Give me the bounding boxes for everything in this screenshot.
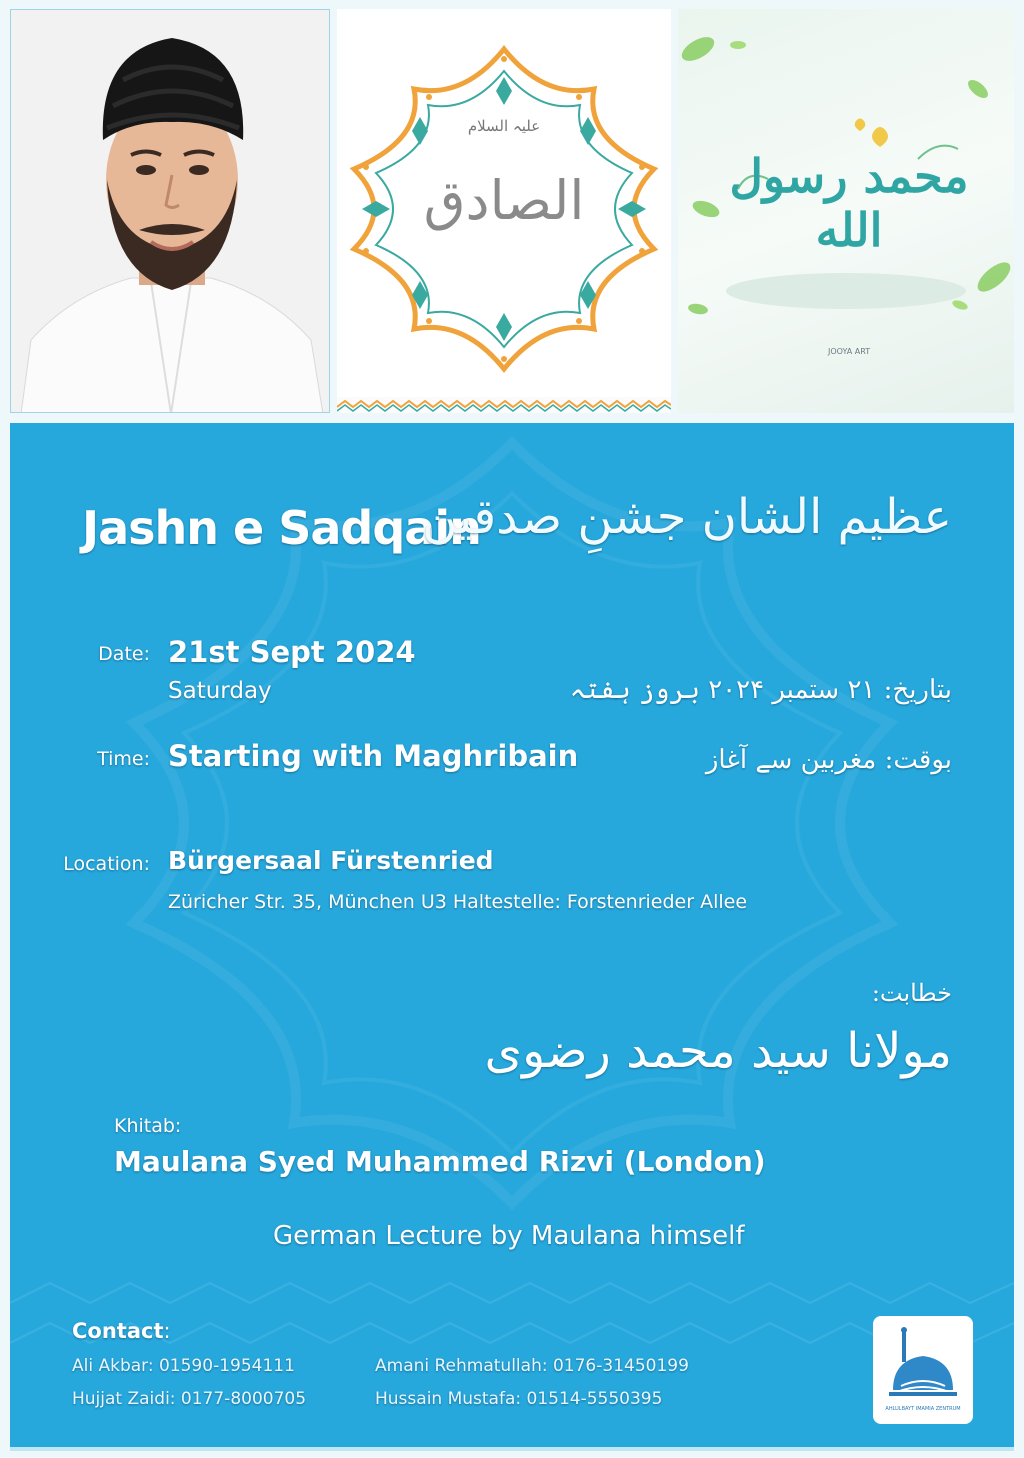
calligraphy-muhammad-text: محمد رسول الله [729,149,969,257]
speaker-name-urdu: مولانا سید محمد رضوی [484,1023,952,1079]
calligraphy-sadiq-small: علیہ السلام [467,117,541,135]
time-value: Starting with Maghribain [168,739,579,773]
calligraphy-sadiq-text: الصادق [423,169,585,232]
event-title: Jashn e Sadqain [82,501,481,555]
khitabat-label-urdu: خطابت: [871,979,952,1007]
lecture-note: German Lecture by Maulana himself [273,1221,745,1251]
calligraphy-sadiq-image [337,9,671,413]
date-value: 21st Sept 2024 [168,635,416,669]
contact-heading [72,1319,171,1343]
date-urdu: بتاریخ: ۲۱ ستمبر ۲۰۲۴ بروز ہفتہ [569,675,952,705]
contact-heading-colon: : [163,1319,171,1343]
date-day: Saturday [168,678,272,704]
date-label: Date: [98,643,150,665]
artist-signature: JOOYA ART [828,347,871,356]
organization-logo [873,1316,973,1424]
contact-item: Amani Rehmatullah: 0176-31450199 [375,1356,689,1376]
watermark-ornament [10,423,1014,1447]
location-label: Location: [63,853,150,875]
calligraphy-muhammad-image [678,9,1014,413]
khitab-label: Khitab: [114,1115,182,1137]
speaker-photo [10,9,330,413]
time-label: Time: [97,748,150,770]
location-address: Züricher Str. 35, München U3 Haltestelle: Forstenrieder Allee [168,891,748,913]
event-flyer [10,423,1014,1447]
location-venue: Bürgersaal Fürstenried [168,846,494,875]
contact-item: Hussain Mustafa: 01514-5550395 [375,1389,663,1409]
event-title-urdu: عظیم الشان جشنِ صدقین [422,489,952,545]
speaker-name: Maulana Syed Muhammed Rizvi (London) [114,1145,766,1178]
contact-heading-text: Contact [72,1319,164,1343]
bottom-strip [10,1447,1014,1451]
header-images [10,9,1014,413]
contact-item: Hujjat Zaidi: 0177-8000705 [72,1389,307,1409]
contact-item: Ali Akbar: 01590-1954111 [72,1356,295,1376]
speaker-portrait-illustration [11,10,330,413]
time-urdu: بوقت: مغربین سے آغاز [705,745,952,775]
logo-caption: AHLULBAYT IMAMIA ZENTRUM [885,1406,961,1412]
